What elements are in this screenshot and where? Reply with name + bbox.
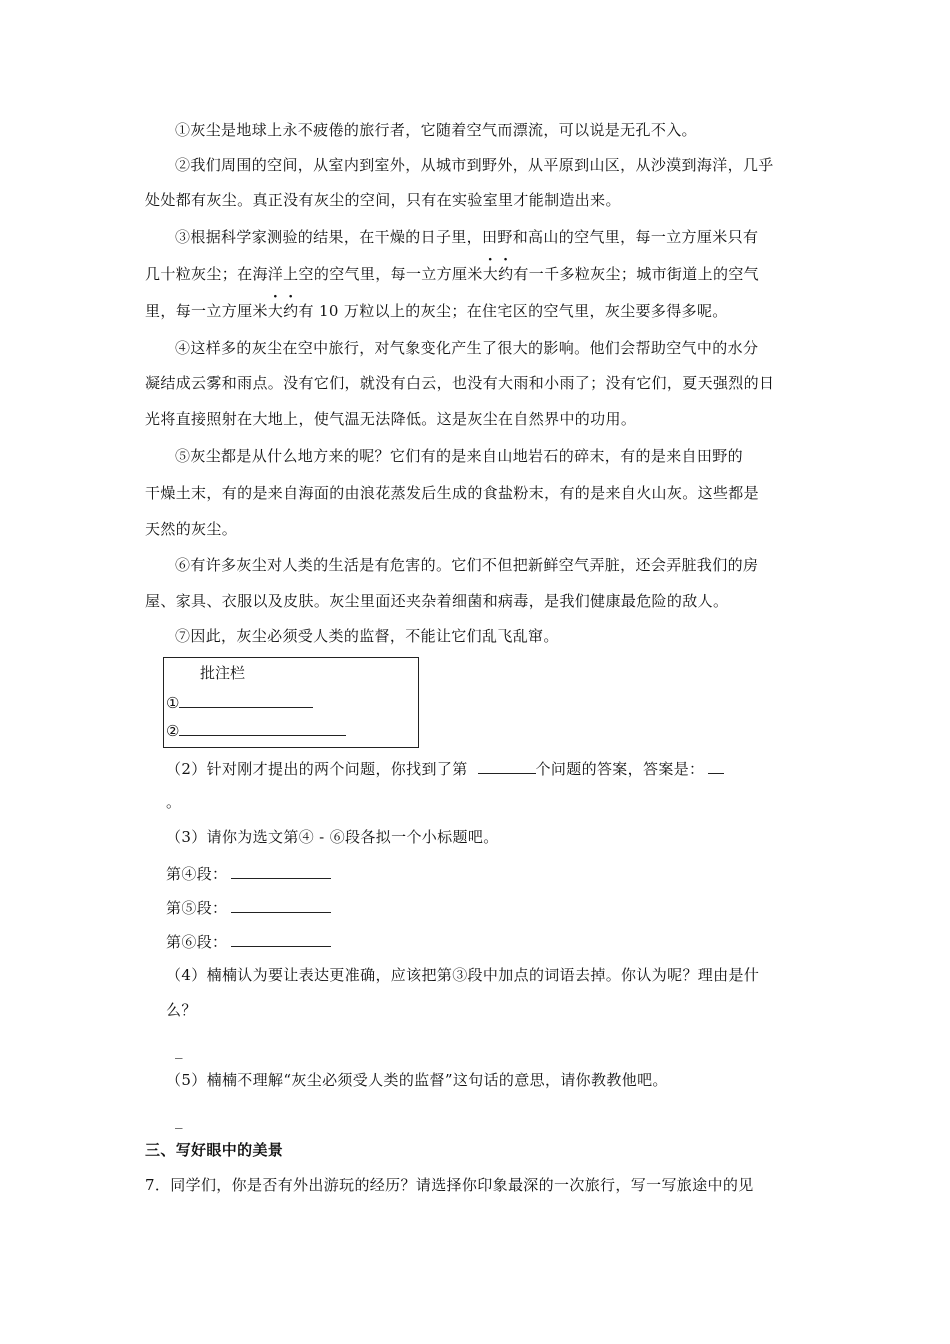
annotation-item-1 — [166, 691, 313, 713]
question-2-blank-answer[interactable] — [708, 757, 724, 774]
annotation-item-2-blank[interactable] — [179, 719, 346, 736]
section-3-heading: 三、写好眼中的美景 — [145, 1141, 284, 1159]
question-2-text-a: （2）针对刚才提出的两个问题，你找到了第 — [166, 760, 468, 778]
emphasized-char: 约 — [498, 265, 514, 283]
question-4-answer-blank[interactable]: _ — [175, 1041, 183, 1059]
paragraph-5-line-2: 干燥土末，有的是来自海面的由浪花蒸发后生成的食盐粉末，有的是来自火山灰。这些都是 — [145, 484, 760, 502]
paragraph-1: ①灰尘是地球上永不疲倦的旅行者，它随着空气而漂流，可以说是无孔不入。 — [175, 121, 697, 139]
question-5-answer-blank[interactable]: _ — [175, 1111, 183, 1129]
text: 里，每一立方厘米 — [145, 302, 268, 320]
annotation-box — [163, 657, 419, 748]
paragraph-2-line-2: 处处都有灰尘。真正没有灰尘的空间，只有在实验室里才能制造出来。 — [145, 191, 621, 209]
question-5: （5）楠楠不理解“灰尘必须受人类的监督”这句话的意思，请你教教他吧。 — [166, 1071, 668, 1089]
paragraph-7: ⑦因此，灰尘必须受人类的监督，不能让它们乱飞乱窜。 — [175, 627, 559, 645]
annotation-item-1-label: ① — [166, 694, 180, 712]
paragraph-4-line-2: 凝结成云雾和雨点。没有它们，就没有白云，也没有大雨和小雨了；没有它们，夏天强烈的日 — [145, 374, 775, 392]
emphasized-char: 大 — [267, 302, 284, 320]
question-3-paragraph-4-blank[interactable] — [231, 862, 331, 879]
question-3-paragraph-4-label: 第④段： — [166, 865, 228, 883]
emphasized-char: 约 — [283, 302, 299, 320]
annotation-title: 批注栏 — [200, 664, 246, 682]
question-2-blank-number[interactable] — [478, 757, 536, 774]
paragraph-5-line-3: 天然的灰尘。 — [145, 520, 238, 538]
question-4-line-1: （4）楠楠认为要让表达更准确，应该把第③段中加点的词语去掉。你认为呢？理由是什 — [166, 966, 760, 984]
text: 有一千多粒灰尘；城市街道上的空气 — [513, 265, 760, 283]
question-2-text-b: 个问题的答案，答案是： — [535, 760, 705, 778]
paragraph-6-line-2: 屋、家具、衣服以及皮肤。灰尘里面还夹杂着细菌和病毒，是我们健康最危险的敌人。 — [145, 592, 729, 610]
paragraph-3-line-2 — [145, 264, 759, 284]
annotation-item-2 — [166, 719, 346, 741]
question-3-paragraph-5-label: 第⑤段： — [166, 899, 228, 917]
question-3-paragraph-4 — [166, 862, 331, 884]
paragraph-2-line-1: ②我们周围的空间，从室内到室外，从城市到野外，从平原到山区，从沙漠到海洋，几乎 — [175, 156, 774, 174]
question-2-end: 。 — [166, 793, 182, 811]
paragraph-4-line-3: 光将直接照射在大地上，使气温无法降低。这是灰尘在自然界中的功用。 — [145, 410, 637, 428]
paragraph-3-line-1: ③根据科学家测验的结果，在干燥的日子里，田野和高山的空气里，每一立方厘米只有 — [175, 228, 759, 246]
question-3-paragraph-5 — [166, 896, 331, 918]
emphasized-char: 大 — [482, 265, 499, 283]
question-3-paragraph-6 — [166, 930, 331, 952]
question-7: 7．同学们，你是否有外出游玩的经历？请选择你印象最深的一次旅行，写一写旅途中的见 — [145, 1176, 754, 1194]
paragraph-5-line-1: ⑤灰尘都是从什么地方来的呢？它们有的是来自山地岩石的碎末，有的是来自田野的 — [175, 447, 743, 465]
text: 有 10 万粒以上的灰尘；在住宅区的空气里，灰尘要多得多呢。 — [298, 302, 728, 320]
paragraph-6-line-1: ⑥有许多灰尘对人类的生活是有危害的。它们不但把新鲜空气弄脏，还会弄脏我们的房 — [175, 556, 759, 574]
question-3-paragraph-5-blank[interactable] — [231, 896, 331, 913]
question-3: （3）请你为选文第④ - ⑥段各拟一个小标题吧。 — [166, 828, 499, 846]
paragraph-3-line-3 — [145, 301, 728, 321]
annotation-item-1-blank[interactable] — [179, 691, 313, 708]
paragraph-4-line-1: ④这样多的灰尘在空中旅行，对气象变化产生了很大的影响。他们会帮助空气中的水分 — [175, 339, 759, 357]
annotation-item-2-label: ② — [166, 722, 180, 740]
question-3-paragraph-6-blank[interactable] — [231, 930, 331, 947]
question-4-line-2: 么？ — [166, 1001, 197, 1019]
question-3-paragraph-6-label: 第⑥段： — [166, 933, 228, 951]
text: 几十粒灰尘；在海洋上空的空气里，每一立方厘米 — [145, 265, 483, 283]
question-2 — [166, 757, 724, 779]
